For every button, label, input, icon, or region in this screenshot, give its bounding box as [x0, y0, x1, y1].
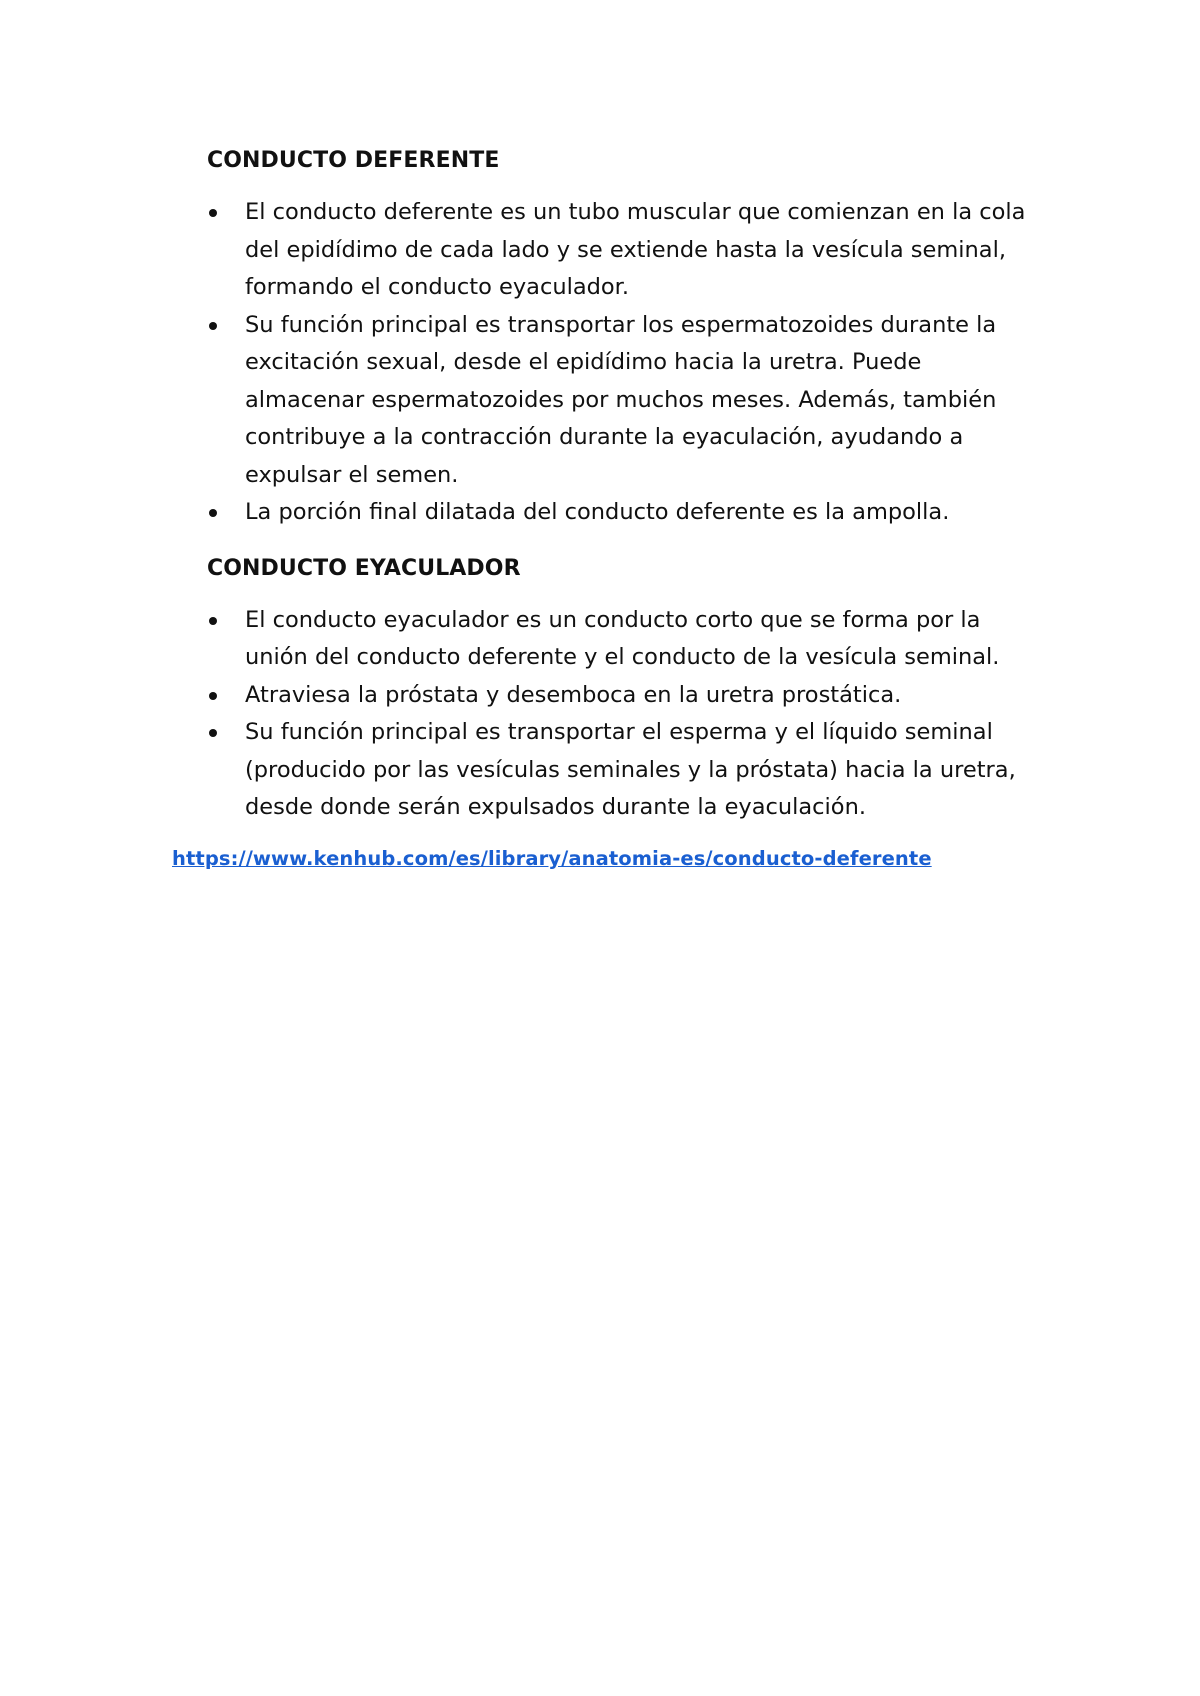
bullet-text: Su función principal es transportar el esperma y el líquido seminal (producido por las vesículas seminales y la próstata) hacia la uretra, desde donde serán expulsados durante la eyaculación. [245, 719, 1016, 820]
list-item [207, 602, 1037, 677]
list-item [207, 714, 1037, 827]
source-link[interactable]: https://www.kenhub.com/es/library/anatomia-es/conducto-deferente [172, 847, 932, 870]
bullet-icon [209, 617, 217, 625]
heading-conducto-deferente: CONDUCTO DEFERENTE [207, 148, 500, 173]
list-item [207, 677, 1037, 715]
bullet-text: La porción final dilatada del conducto deferente es la ampolla. [245, 499, 950, 525]
bullet-text: El conducto eyaculador es un conducto corto que se forma por la unión del conducto deferente y el conducto de la vesícula seminal. [245, 606, 1000, 670]
list-item [207, 307, 1037, 495]
bullet-icon [209, 509, 217, 517]
document-body [207, 146, 1037, 827]
bullet-icon [209, 729, 217, 737]
heading-conducto-eyaculador: CONDUCTO EYACULADOR [207, 555, 521, 581]
list-item [207, 494, 1037, 532]
bullet-text: Atraviesa la próstata y desemboca en la uretra prostática. [245, 681, 902, 708]
bullet-text: Su función principal es transportar los espermatozoides durante la excitación sexual, desde el epidídimo hacia la uretra. Puede almacenar espermatozoides por muchos meses. Además, también contribuye a la contracción durante la eyaculación, ayudando a expulsar el semen. [245, 311, 997, 488]
bullet-icon [209, 692, 217, 700]
bullet-text: El conducto deferente es un tubo muscular que comienzan en la cola del epidídimo de cada lado y se extiende hasta la vesícula seminal, formando el conducto eyaculador. [245, 199, 1026, 300]
bullet-icon [209, 209, 217, 217]
bullet-list-conducto-deferente [207, 194, 1037, 532]
bullet-icon [209, 322, 217, 330]
list-item [207, 194, 1037, 307]
bullet-list-conducto-eyaculador [207, 602, 1037, 827]
